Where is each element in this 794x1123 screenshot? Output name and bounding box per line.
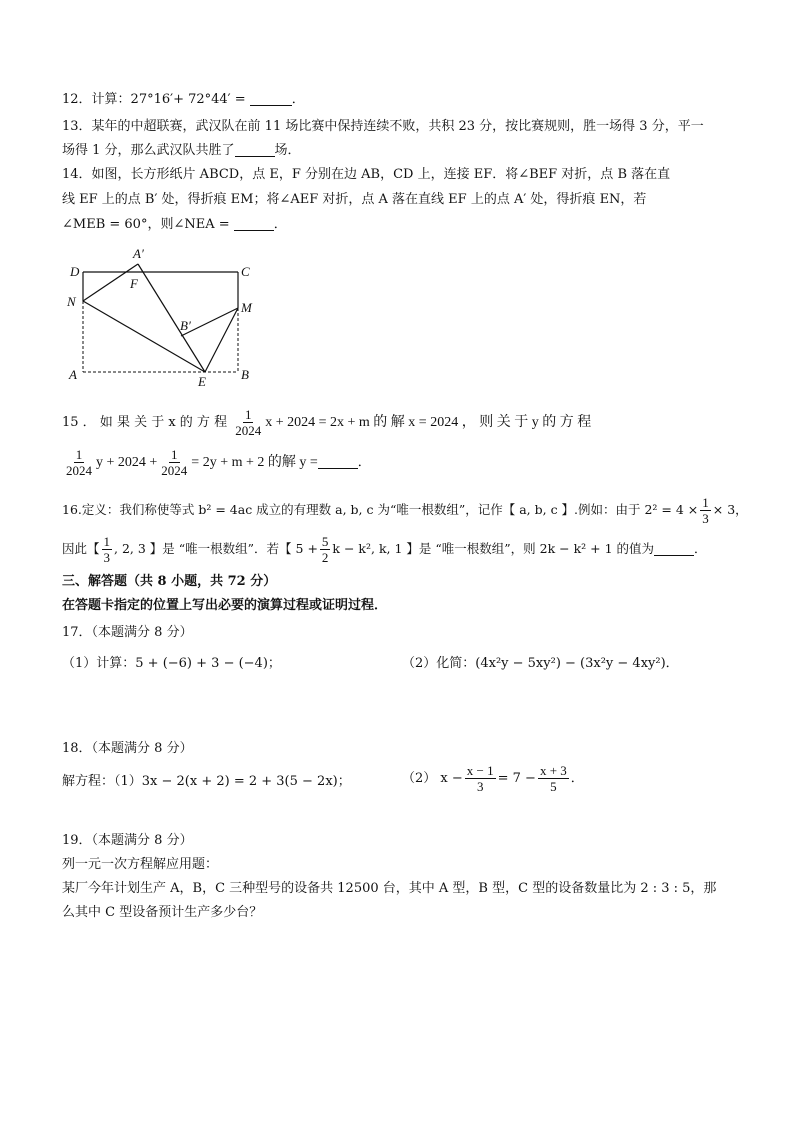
q12-end: ． bbox=[291, 92, 305, 107]
q16-answer-blank bbox=[654, 541, 694, 556]
q15-frac2-num: 1 bbox=[75, 447, 83, 462]
segment-A1E bbox=[138, 264, 205, 372]
q15-text-1: 15 ． 如 果 关 于 x 的 方 程 bbox=[62, 415, 228, 430]
q14-answer-blank bbox=[234, 216, 274, 231]
q16-text-1: 16.定义：我们称使等式 b² = 4ac 成立的有理数 a, b, c 为“唯一根数组”，记作【 a, b, c 】.例如：由于 2² = 4 × bbox=[62, 502, 699, 517]
fold-EM bbox=[205, 308, 238, 372]
q12-text: 12．计算：27°16′+ 72°44′ = bbox=[62, 92, 250, 107]
q18-header: 18．（本题满分 8 分） bbox=[62, 741, 193, 756]
q16-fraction-1 bbox=[700, 495, 711, 526]
q15-text-3: y + 2024 + bbox=[96, 455, 158, 470]
q15-frac2-den: 2024 bbox=[66, 463, 92, 478]
label-F: F bbox=[130, 276, 138, 291]
q15-frac3-den: 2024 bbox=[161, 463, 188, 478]
q16-frac2-den: 3 bbox=[103, 550, 111, 565]
q19-line2: 某厂今年计划生产 A，B，C 三种型号的设备共 12500 台，其中 A 型，B 型，C 型的设备数量比为 2 : 3 : 5，那 bbox=[62, 881, 717, 896]
q15-text-4: = 2y + m + 2 的解 y = bbox=[191, 455, 318, 470]
fold-EN bbox=[83, 301, 205, 372]
q18-fraction-1 bbox=[465, 763, 496, 794]
label-N: N bbox=[67, 294, 76, 309]
q16-text-2b: , 2, 3 】是 “唯一根数组”．若【 5 + bbox=[114, 541, 318, 556]
label-D: D bbox=[70, 264, 80, 279]
label-B: B bbox=[241, 367, 249, 382]
label-M: M bbox=[241, 300, 252, 315]
q15-fraction-2 bbox=[64, 447, 94, 478]
q15-text-2: x + 2024 = 2x + m 的 解 x = 2024 ， 则 关 于 y 的 方 程 bbox=[265, 415, 592, 430]
q16-frac3-den: 2 bbox=[321, 550, 329, 565]
q16-line1 bbox=[62, 493, 748, 527]
q15-frac1-den: 2024 bbox=[235, 423, 262, 438]
q15-end: ． bbox=[357, 455, 371, 470]
q15-line1 bbox=[62, 406, 591, 440]
q15-answer-blank bbox=[318, 454, 358, 469]
q14-line1: 14．如图，长方形纸片 ABCD，点 E，F 分别在边 AB，CD 上，连接 EF．将∠BEF 对折，点 B 落在直 bbox=[62, 167, 671, 182]
q16-text-1b: × 3， bbox=[712, 502, 748, 517]
q14-line3-text: ∠MEB = 60°，则∠NEA = bbox=[62, 217, 234, 232]
q16-frac1-num: 1 bbox=[702, 495, 709, 510]
q18-frac2-den: 5 bbox=[550, 779, 557, 794]
label-B-prime: B′ bbox=[180, 318, 191, 333]
label-C: C bbox=[241, 264, 250, 279]
q15-fraction-1 bbox=[233, 407, 263, 438]
q18-end: ． bbox=[570, 771, 584, 786]
q12-answer-blank bbox=[250, 91, 292, 106]
q16-frac3-num: 5 bbox=[321, 534, 329, 549]
label-A-prime: A′ bbox=[133, 246, 144, 261]
q18-frac1-den: 3 bbox=[476, 779, 484, 794]
q15-frac3-num: 1 bbox=[171, 447, 178, 462]
q16-text-2a: 因此【 bbox=[62, 541, 100, 556]
q19-header: 19．（本题满分 8 分） bbox=[62, 833, 193, 848]
q13-answer-blank bbox=[235, 142, 275, 157]
q17-part2: （2）化简：(4x²y − 5xy²) − (3x²y − 4xy²)． bbox=[402, 656, 679, 671]
q15-fraction-3 bbox=[159, 447, 189, 478]
q15-line2 bbox=[62, 446, 371, 480]
q18-frac1-num: x − 1 bbox=[466, 763, 494, 778]
q18-part2-text-a: （2） x − bbox=[402, 771, 463, 786]
q16-line2 bbox=[62, 532, 707, 566]
q14-line3 bbox=[62, 215, 287, 235]
q16-frac2-num: 1 bbox=[103, 534, 111, 549]
q14-line3-end: ． bbox=[273, 217, 287, 232]
q18-frac2-num: x + 3 bbox=[539, 763, 567, 778]
q15-frac1-num: 1 bbox=[244, 407, 252, 422]
q18-part2 bbox=[402, 762, 584, 796]
label-E: E bbox=[198, 374, 206, 389]
q13-line2-end: 场． bbox=[274, 143, 301, 158]
q13-line1: 13．某年的中超联赛，武汉队在前 11 场比赛中保持连续不败，共积 23 分，按比赛规则，胜一场得 3 分，平一 bbox=[62, 119, 704, 134]
q16-end: ． bbox=[694, 541, 707, 556]
q16-frac1-den: 3 bbox=[702, 511, 709, 526]
q18-part1: 解方程：（1）3x − 2(x + 2) = 2 + 3(5 − 2x)； bbox=[62, 774, 351, 789]
q14-line2: 线 EF 上的点 B′ 处，得折痕 EM；将∠AEF 对折，点 A 落在直线 EF 上的点 A′ 处，得折痕 EN，若 bbox=[62, 192, 647, 207]
rectangle-folding-figure bbox=[60, 244, 270, 392]
q19-line1: 列一元一次方程解应用题： bbox=[62, 857, 219, 872]
q16-fraction-2 bbox=[102, 534, 113, 565]
label-A: A bbox=[69, 367, 77, 382]
q16-text-2c: k − k², k, 1 】是 “唯一根数组”，则 2k − k² + 1 的值为 bbox=[332, 541, 655, 556]
q19-line3: 么其中 C 型设备预计生产多少台？ bbox=[62, 905, 263, 920]
section-3-subtitle: 在答题卡指定的位置上写出必要的演算过程或证明过程． bbox=[62, 598, 388, 613]
q13-line2 bbox=[62, 141, 301, 161]
question-12 bbox=[62, 90, 305, 110]
q18-part2-text-b: = 7 − bbox=[497, 771, 536, 786]
q13-line2-text: 场得 1 分，那么武汉队共胜了 bbox=[62, 143, 235, 158]
q17-part1: （1）计算：5 + (−6) + 3 − (−4)； bbox=[62, 656, 281, 671]
q16-fraction-3 bbox=[320, 534, 331, 565]
q17-header: 17．（本题满分 8 分） bbox=[62, 625, 193, 640]
section-3-title: 三、解答题（共 8 小题，共 72 分） bbox=[62, 574, 277, 589]
q18-fraction-2 bbox=[538, 763, 569, 794]
